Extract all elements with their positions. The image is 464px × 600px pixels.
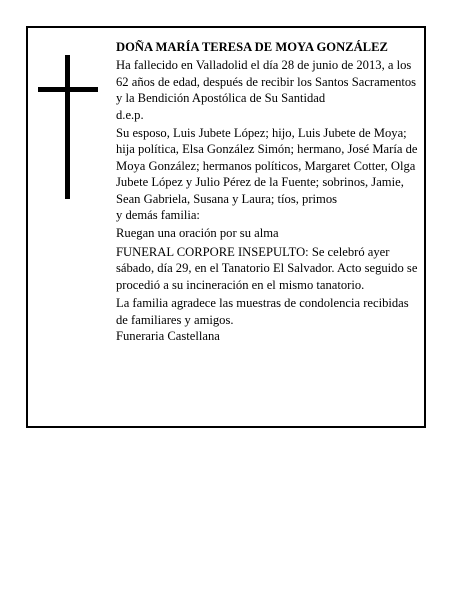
cross-icon — [38, 55, 98, 199]
rest-family: y demás familia: — [116, 208, 200, 223]
dep-text: d.e.p. — [116, 107, 144, 122]
cross-vertical-bar — [65, 55, 70, 199]
cross-horizontal-bar — [38, 87, 98, 92]
funeral-home: Funeraria Castellana — [116, 328, 220, 343]
deceased-name: DOÑA MARÍA TERESA DE MOYA GONZÁLEZ — [116, 40, 388, 54]
funeral-details: FUNERAL CORPORE INSEPULTO: Se celebró ayer sábado, día 29, en el Tanatorio El Salvador. Acto seguido se procedió a su incineración en el mismo tanatorio. — [116, 244, 418, 292]
family-list: Su esposo, Luis Jubete López; hijo, Luis Jubete de Moya; hija política, Elsa González Simón; hermano, José María de Moya González; hermanos políticos, Margaret Cotter, Olga Jubete López y Julio Pérez de la Fuente; sobrinos, Jamie, Sean Gabriela, Susana y Laura; tíos, primos — [116, 126, 418, 206]
passing-announcement: Ha fallecido en Valladolid el día 28 de junio de 2013, a los 62 años de edad, después de recibir los Santos Sacramentos y la Bendición Apostólica de Su Santidad — [116, 58, 417, 106]
family-thanks: La familia agradece las muestras de condolencia recibidas de familiares y amigos. — [116, 296, 409, 327]
obituary-text — [116, 39, 422, 344]
prayer-request: Ruegan una oración por su alma — [116, 226, 279, 241]
obituary-frame — [26, 26, 426, 428]
